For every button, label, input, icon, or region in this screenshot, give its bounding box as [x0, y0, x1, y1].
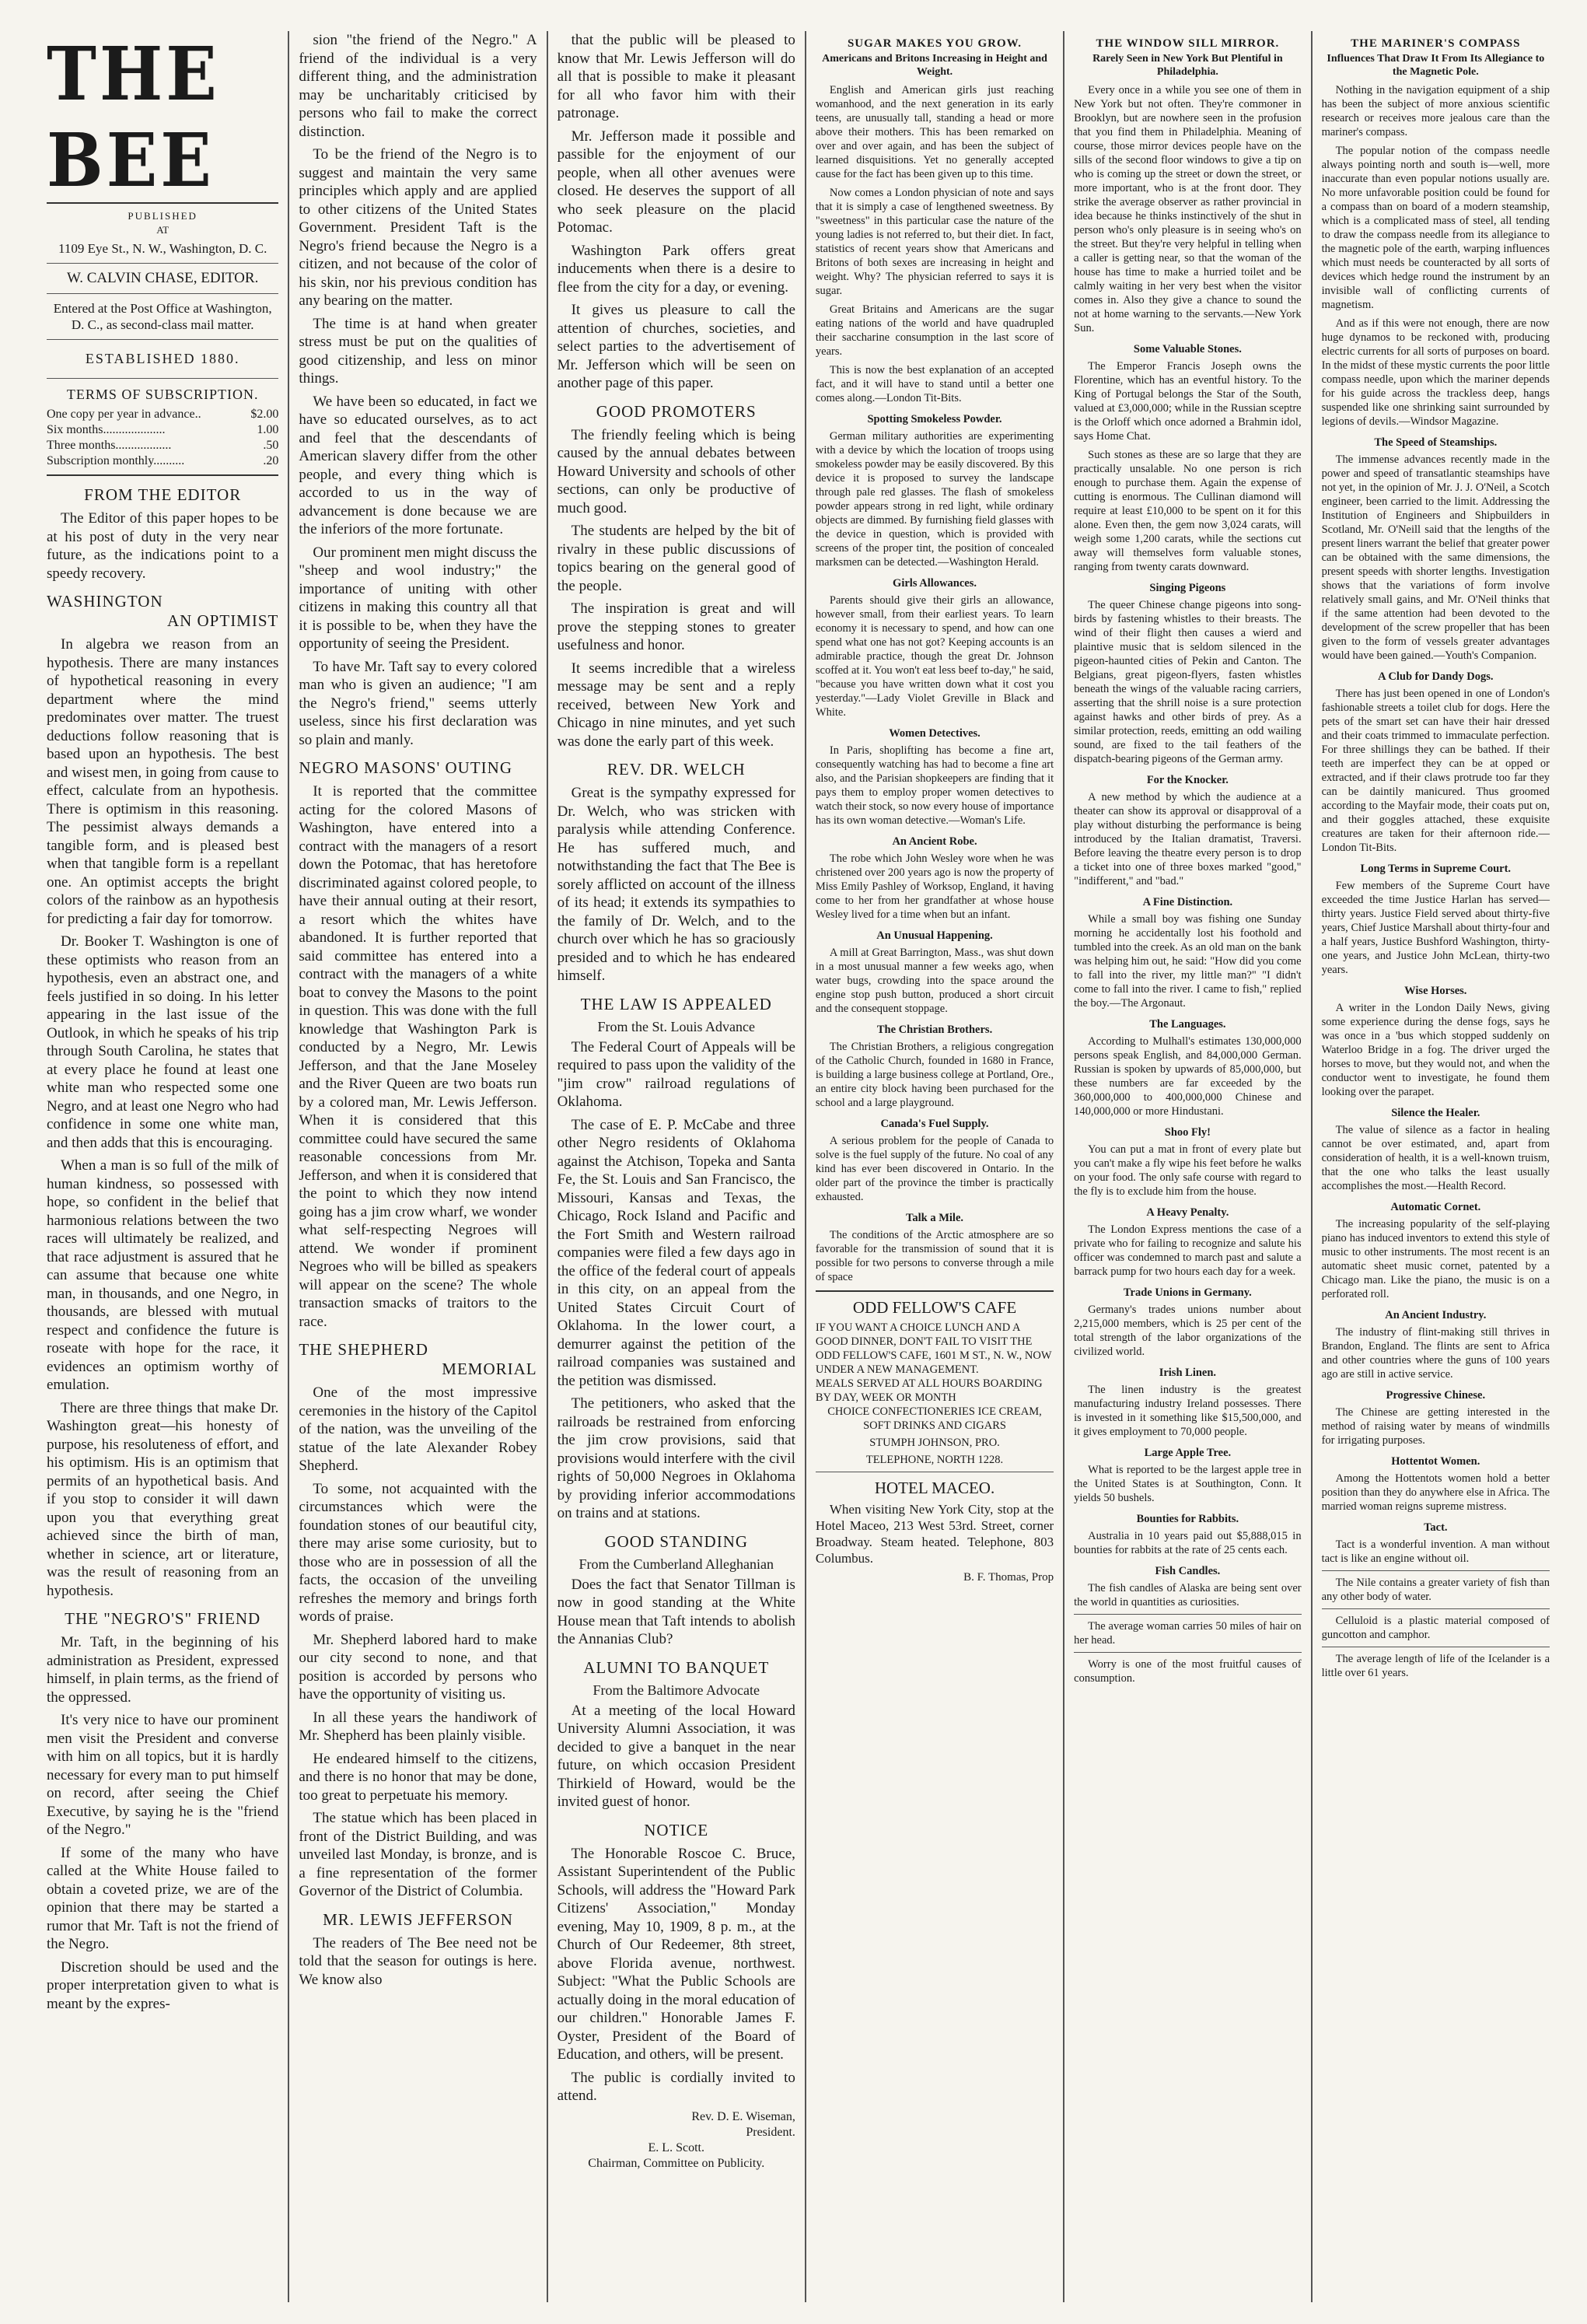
article-paragraph: While a small boy was fishing one Sunday morning he accidentally lost his foothold and tumbled into the creek. As an old man on the bank was helping him out, he said: "How did you come to fall into the river, my little man?" "I didn't come to fall into the river. I came to fish," replied the boy.—The Argonaut. [1074, 913, 1302, 1010]
article-paragraph: To have Mr. Taft say to every colored man who is given an audience; "I am the Negro's friend," seems utterly useless, since his first declaration was so plain and manly. [299, 658, 537, 748]
article-paragraph: that the public will be pleased to know that Mr. Lewis Jefferson will do all that is possible to make it pleasant for all who favor him with their patronage. [557, 32, 795, 121]
penalty-heading: A Heavy Penalty. [1146, 1206, 1229, 1219]
article-paragraph: The statue which has been placed in front of the District Building, and was unveiled last Monday, is bronze, and is a fine representation of the former Governor of the District of Columbia. [299, 1810, 537, 1899]
article-paragraph: In Paris, shoplifting has become a fine art, consequently watching has had to become a fine art also, and the Parisian shopkeepers are finding that it pays them to employ proper women detectives to watch their stock, so now every house of importance has its own woman detective.—Woman's Life. [815, 744, 1054, 827]
article-paragraph: You can put a mat in front of every plate but you can't make a fly wipe his feet before he walks on your food. The only safe course with regard to the fly is to exclude him from the house. [1074, 1143, 1302, 1198]
article-paragraph: The increasing popularity of the self-playing piano has induced inventors to extend this style of music to other instruments. The most recent is an automatic sheet music cornet, patented by a Chicago man. Like the piano, the music is on a perforated roll. [1321, 1218, 1550, 1300]
masthead-title: THE BEE [47, 31, 220, 205]
fuel-heading: Canada's Fuel Supply. [880, 1118, 989, 1130]
article-paragraph: The Emperor Francis Joseph owns the Florentine, which has an eventful history. To the King of Portugal belongs the Star of the South, valued at £3,000,000; while in the Russian sceptre is the Orloff which once adorned a Brahmin idol, says Home Chat. [1074, 360, 1302, 443]
article-paragraph: Now comes a London physician of note and says that it is simply a case of lengthened sweetness. By "sweetness" in this particular case the nature of the young ladies is not referred to, but their diet. In fact, statistics of recent years show that Americans and Britons of both sexes are increasing in height and weight. Why? The physician referred to says it is sugar. [815, 187, 1054, 297]
jefferson-heading: MR. LEWIS JEFFERSON [323, 1909, 513, 1929]
article-paragraph: The students are helped by the bit of rivalry in these public discussions of topics bearing on the general good of the people. [557, 523, 795, 594]
article-subheading: Americans and Britons Increasing in Height and Weight. [822, 53, 1047, 78]
hottentot-heading: Hottentot Women. [1391, 1455, 1480, 1468]
industry-heading: An Ancient Industry. [1385, 1309, 1487, 1321]
article-paragraph: The linen industry is the greatest manufacturing industry Ireland possesses. There is invested in it something like $15,500,000, and it gives employment to 70,000 people. [1074, 1384, 1302, 1438]
optimist-heading: WASHINGTON AN OPTIMIST [47, 592, 279, 630]
cafe-ad-text: CHOICE CONFECTIONERIES ICE CREAM, SOFT DRINKS AND CIGARS [827, 1405, 1042, 1432]
chinese-heading: Progressive Chinese. [1386, 1389, 1486, 1402]
article-paragraph: One of the most impressive ceremonies in the history of the Capitol of the nation, was the unveiling of the statue of the late Alexander Robey Shepherd. [299, 1384, 537, 1474]
article-paragraph: The Christian Brothers, a religious congregation of the Catholic Church, founded in 1680 in France, is building a large business college at Portland, Ore., an entire city block having been purchased for the school and a large playground. [815, 1041, 1054, 1109]
article-paragraph: The friendly feeling which is being caused by the annual debates between Howard University and schools of other sections, can only be productive of much good. [557, 426, 795, 516]
knocker-heading: For the Knocker. [1146, 774, 1229, 786]
promoters-heading: GOOD PROMOTERS [596, 401, 757, 421]
article-paragraph: The readers of The Bee need not be told that the season for outings is here. We know also [299, 1934, 537, 1988]
article-paragraph: There has just been opened in one of London's fashionable streets a toilet club for dogs. Here the pets of the smart set can have their hair dressed and their coats trimmed to immaculate perfection. For three shillings they can be bathed. If their teeth are imperfect they can be at opped or extracted, and if their claws protrude too far they can be daintily manicured. Thus groomed according to the Mayfair mode, their coats put on, and their goggles attached, these exquisite creatures are taken for their afternoon ride.—London Tit-Bits. [1321, 688, 1550, 854]
notice-heading: NOTICE [644, 1820, 709, 1839]
signature-line: Rev. D. E. Wiseman, [691, 2109, 795, 2123]
article-paragraph: A serious problem for the people of Canada to solve is the fuel supply of the future. No coal of any kind has ever been discovered in Ontario. In the older part of the province the timber is practically exhausted. [815, 1135, 1054, 1203]
article-paragraph: The time is at hand when greater stress must be put on the qualities of good citizenship, and less on minor things. [299, 315, 537, 387]
article-paragraph: And as if this were not enough, there are now huge dynamos to be reckoned with, producing electric currents for all sorts of purposes on board. In the midst of these mystic currents the poor little compass needle, upon which the mariner depends for his guide across the trackless deep, hangs suspended like one shrinking saint surrounded by legions of devils.—Windsor Magazine. [1321, 317, 1550, 428]
article-paragraph: Washington Park offers great inducements when there is a desire to flee from the city for a day, or evening. [557, 242, 795, 296]
horses-heading: Wise Horses. [1404, 985, 1467, 997]
article-subheading: Influences That Draw It From Its Allegiance to the Magnetic Pole. [1327, 53, 1545, 78]
article-paragraph: Such stones as these are so large that they are practically unsalable. No one person is rich enough to purchase them. Again the expense of cutting is enormous. The Cullinan diamond will require at least £10,000 to be spent on it for this alone. Even then, the gem now 3,024 carats, will weigh some 1,200 carats, while the sections cut away will themselves form valuable stones, ranging from twenty carats downward. [1074, 449, 1302, 573]
article-paragraph: Mr. Taft, in the beginning of his administration as President, expressed himself, in plain terms, as the friend of the oppressed. [47, 1634, 279, 1706]
article-source: From the St. Louis Advance [597, 1018, 755, 1034]
article-paragraph: The average length of life of the Icelander is a little over 61 years. [1321, 1653, 1550, 1679]
rate-row: One copy per year in advance.. $2.00 [47, 408, 279, 421]
cornet-heading: Automatic Cornet. [1390, 1201, 1481, 1213]
languages-heading: The Languages. [1149, 1018, 1226, 1031]
article-paragraph: To be the friend of the Negro is to suggest and maintain the very same principles which apply and are applied to other citizens of the United States Government. President Taft is the Negro's friend because the Negro is a citizen, and not because of the color of his skin, nor his previous condition has any bearing on the matter. [299, 146, 537, 309]
article-paragraph: Dr. Booker T. Washington is one of these optimists who reason from an hypothesis, even an abstract one, and feels justified in so doing. In his letter appearing in the last issue of the Outlook, in which he speaks of his trip through South Carolina, he states that at every place he found at least one white man who respected some one Negro, and at least one Negro who had confidence in some one white man, and then adds that this is encouraging. [47, 933, 279, 1151]
article-paragraph: The immense advances recently made in the power and speed of transatlantic steamships have not yet, in the opinion of Mr. J. J. O'Neil, a Scotch engineer, been carried to the limit. Addressing the Institution of Engineers and Shipbuilders in Scotland, Mr. O'Neill said that the lengths of the present liners warrant the belief that greater power can be obtained with the same dimensions, the present speeds with shorter lengths. Investigation shows that the variations of form involve relatively small gains, and Mr. O'Neil thinks that if the same attention had been devoted to the development of the screw propeller that has been given to the form of vessels greater advantages would have been gained.—Youth's Companion. [1321, 453, 1550, 662]
powder-heading: Spotting Smokeless Powder. [867, 413, 1002, 425]
established-line: ESTABLISHED 1880. [85, 351, 240, 366]
article-paragraph: Celluloid is a plastic material composed of guncotton and camphor. [1321, 1615, 1550, 1641]
article-paragraph: Does the fact that Senator Tillman is now in good standing at the White House mean that Taft intends to abolish the Annanias Club? [557, 1576, 795, 1647]
signature-line: President. [746, 2125, 795, 2139]
article-paragraph: Few members of the Supreme Court have exceeded the time Justice Harlan has served—thirty years. Justice Field served about thirty-five years, Chief Justice Marshall about thirty-four and a half years, Justice Bushford Washington, thirty-one years, and Justice John McLean, thirty-two years. [1321, 880, 1550, 976]
shepherd-heading: THE SHEPHERD MEMORIAL [299, 1340, 537, 1378]
article-paragraph: Among the Hottentots women hold a better position than they do anywhere else in Africa. The married woman reigns supreme mistress. [1321, 1472, 1550, 1513]
mile-heading: Talk a Mile. [906, 1212, 964, 1224]
editor-line: W. CALVIN CHASE, EDITOR. [67, 270, 259, 286]
brothers-heading: The Christian Brothers. [876, 1024, 993, 1036]
address: 1109 Eye St., N. W., Washington, D. C. [58, 241, 267, 256]
article-paragraph: Every once in a while you see one of them in New York but not often. They're commoner in Brooklyn, but are nowhere seen in the profusion that you find them in Philadelphia. Meaning of course, those mirror devices people have on the sills of the second floor windows to give a tip on who is coming up the street or down the street, or more important, who is at the front door. They strike the average observer as rather provincial in idea because he thinks instinctively of the shut in person who's only pleasure is in seeing who's on the street. But they're very helpful in telling when a caller is getting near, so that the woman of the house has time to make a hurried toilet and be calmly waiting in her very best when the visitor comes in. Also they give a chance to sound the not at home warning to the servants.—New York Sun. [1074, 84, 1302, 334]
signature-line: E. L. Scott. [648, 2140, 704, 2154]
article-paragraph: Tact is a wonderful invention. A man without tact is like an engine without oil. [1321, 1538, 1550, 1565]
alumni-heading: ALUMNI TO BANQUET [583, 1657, 770, 1677]
article-paragraph: Nothing in the navigation equipment of a ship has been the subject of more anxious scientific research or receives more jealous care than the mariner's compass. [1321, 84, 1550, 138]
article-paragraph: A mill at Great Barrington, Mass., was shut down in a most unusual manner a few weeks ago, when water bugs, crowding into the space around the engine stop push button, produced a short circuit and the consequent stoppage. [815, 947, 1054, 1015]
unions-heading: Trade Unions in Germany. [1123, 1286, 1252, 1299]
article-paragraph: Discretion should be used and the proper interpretation given to what is meant by the expres- [47, 1958, 279, 2012]
article-paragraph: If some of the many who have called at the White House failed to obtain a coveted prize, we are of the opinion that there may be started a rumor that Mr. Taft is not the friend of the Negro. [47, 1844, 279, 1952]
article-paragraph: In all these years the handiwork of Mr. Shepherd has been plainly visible. [299, 1709, 537, 1744]
healer-heading: Silence the Healer. [1391, 1107, 1480, 1119]
article-paragraph: Mr. Jefferson made it possible and passible for the enjoyment of our people, when all other avenues were closed. He deserves the support of all who seek pleasure on the placid Potomac. [557, 128, 795, 236]
article-paragraph: The public is cordially invited to attend. [557, 2069, 795, 2104]
entered-notice: Entered at the Post Office at Washington, D. C., as second-class mail matter. [53, 301, 272, 332]
article-paragraph: He endeared himself to the citizens, and there is no honor that may be done, too great to perpetuate his memory. [299, 1750, 537, 1804]
article-paragraph: The industry of flint-making still thrives in Brandon, England. The flints are sent to Africa and other countries where the guns of 100 years ago are still in active service. [1321, 1326, 1550, 1381]
cafe-ad-text: TELEPHONE, NORTH 1228. [865, 1454, 1004, 1466]
friend-heading: THE "NEGRO'S" FRIEND [65, 1609, 261, 1628]
article-paragraph: The robe which John Wesley wore when he was christened over 200 years ago is now the property of Miss Emily Pashley of Worksop, England, it having come to her from her grandfather at whose house Wesley lived for a time when but an infant. [815, 852, 1054, 921]
apple-heading: Large Apple Tree. [1144, 1447, 1232, 1459]
article-subheading: Rarely Seen in New York But Plentiful in Philadelphia. [1092, 53, 1283, 78]
article-paragraph: In algebra we reason from an hypothesis. There are many instances of hypothetical reasoning in every department where the mind predominates over matter. The truest deductions follow reasoning that is based upon an hypothesis. The best and wisest men, in going from cause to effect, calculate from an hypothesis. There is optimism in this reasoning. The pessimist always demands a tangible form, and is pleased best when that tangible form is a repellant one. An optimist accepts the bright colors of the rainbow as an hypothesis for predicting a fair day for tomorrow. [47, 636, 279, 927]
from-editor-heading: FROM THE EDITOR [84, 485, 242, 504]
girls-heading: Girls Allowances. [893, 577, 977, 590]
article-paragraph: The average woman carries 50 miles of hair on her head. [1074, 1620, 1302, 1647]
article-paragraph: When a man is so full of the milk of human kindness, so possessed with hope, so confident in the belief that harmonious relations between the two races will ultimately be realized, and that race adjustment is assured that he can assume that because one white man, in thousands, and one Negro, in thousands, are blessed with mutual respect and confidence the future is roseate with hope for the race, it evidences an optimism worthy of emulation. [47, 1157, 279, 1393]
article-paragraph: The Editor of this paper hopes to be at his post of duty in the very near future, as the indications point to a speedy recovery. [47, 510, 279, 582]
article-paragraph: According to Mulhall's estimates 130,000,000 persons speak English, and 84,000,000 German. Russian is spoken by upwards of 85,000,000, but these numbers are far exceeded by the 360,000,000 to 400,000,000 Chinese and 140,000,000 or more Hindustani. [1074, 1035, 1302, 1118]
article-paragraph: At a meeting of the local Howard University Alumni Association, it was decided to give a banquet in the near future, on which occasion President Thirkield of Howard, would be the invited guest of honor. [557, 1702, 795, 1810]
article-paragraph: Great Britains and Americans are the sugar eating nations of the world and have quadrupled their saccharine consumption in the last score of years. [815, 303, 1054, 358]
court-heading: Long Terms in Supreme Court. [1360, 863, 1512, 875]
fish-heading: Fish Candles. [1155, 1565, 1221, 1577]
article-paragraph: English and American girls just reaching womanhood, and the next generation in its early teens, are unusually tall, standing a head or more above their mothers. This has been remarked on over and over again, and has been the subject of learned disquisitions. Yet no generally accepted cause for the fact has been given up to this time. [815, 84, 1054, 180]
article-paragraph: The conditions of the Arctic atmosphere are so favorable for the transmission of sound that it is possible for two persons to converse through a mile of space [815, 1229, 1054, 1283]
signature-line: Chairman, Committee on Publicity. [588, 2156, 765, 2170]
article-paragraph: The popular notion of the compass needle always pointing north and south is—well, more inaccurate than even popular notions usually are. No more unfavorable position could be found for a compass than on board of a modern steamship, which is a complicated mass of steel, all tending to draw the compass needle from its allegiance to the magnetic pole of the earth, warping influences which must needs be counteracted by all sorts of devices which hedge round the instrument by an invisible wall of conflicting currents of magnetism. [1321, 145, 1550, 311]
rate-row: Three months.................. .50 [47, 439, 279, 452]
fly-heading: Shoo Fly! [1164, 1126, 1211, 1139]
mirror-heading: THE WINDOW SILL MIRROR. [1096, 37, 1280, 50]
column-5 [1063, 31, 1310, 2302]
welch-heading: REV. DR. WELCH [606, 760, 746, 779]
article-paragraph: sion "the friend of the Negro." A friend of the individual is a very different thing, and the administration may be uncharitably criticised by persons who fail to make the correct distinction. [299, 32, 537, 140]
article-paragraph: The Honorable Roscoe C. Bruce, Assistant Superintendent of the Public Schools, will address the "Howard Park Citizens' Association," Monday evening, May 10, 1909, 8 p. m., at the Church of Our Redeemer, 8th street, above Florida avenue, northwest. Subject: "What the Public Schools are actually doing in the moral education of our children." Honorable James F. Oyster, President of the Board of Education, and others, will be present. [557, 1845, 795, 2063]
column-6 [1311, 31, 1559, 2302]
terms-title: TERMS OF SUBSCRIPTION. [66, 387, 259, 402]
maceo-ad-heading: HOTEL MACEO. [874, 1479, 995, 1497]
article-paragraph: To some, not acquainted with the circumstances which were the foundation stones of our beautiful city, there may arise some curiosity, but to those who are in possession of all the facts, the occasion of the unveiling refreshes the memory and brings forth words of praise. [299, 1480, 537, 1625]
article-paragraph: It is reported that the committee acting for the colored Masons of Washington, have entered into a contract with the managers of a resort down the Potomac, that has heretofore discriminated against colored people, to have their annual outing at their resort, a resort which the whites have abandoned. It is further reported that said committee has entered into a contract with the managers of a white boat to convey the Masons to the point in question. This was done with the full knowledge that Washington Park is conducted by a Negro, Mr. Lewis Jefferson, and that the Jane Moseley and the River Queen are two boats run by a colored man, Mr. Lewis Jefferson. When it is considered that this committee could have secured the same reasonable concessions from Mr. Jefferson, and when it is considered that the point to which they now intend going has a jim crow wharf, we wonder what self-respecting Negroes will attend. We wonder if prominent Negroes who will be billed as speakers will appear on the scene? The whole transaction smacks of traitors to the race. [299, 783, 537, 1330]
article-paragraph: We have been so educated, in fact we have so educated ourselves, as to act and feel that the descendants of American slavery differ from the other people, and every thing which is accorded to us in the way of advancement is done because we are the inferiors of the more fortunate. [299, 393, 537, 537]
maceo-ad-text: When visiting New York City, stop at the Hotel Maceo, 213 West 53rd. Street, corner Broadway. Steam heated. Telephone, 803 Columbus. [815, 1502, 1054, 1566]
stones-heading: Some Valuable Stones. [1133, 343, 1242, 355]
published-label: PUBLISHED [128, 210, 198, 222]
article-paragraph: The Nile contains a greater variety of fish than any other body of water. [1321, 1577, 1550, 1603]
article-paragraph: A writer in the London Daily News, giving some experience during the dense fogs, says he was once in a 'bus which stopped suddenly on Waterloo Bridge in a fog. The driver urged the horses to move, but they would not, and when the conductor went to investigate, he found them looking over the parapet. [1321, 1002, 1550, 1098]
article-paragraph: The London Express mentions the case of a private who for failing to recognize and salute his officer was condemned to march past and salute a barrack pump for two hours each day for a week. [1074, 1223, 1302, 1278]
article-paragraph: Great is the sympathy expressed for Dr. Welch, who was stricken with paralysis while attending Conference. He has suffered much, and notwithstanding the fact that The Bee is sorely afflicted on account of the illness of its head; it extends its sympathies to the family of Dr. Welch, and to the church over which he has so graciously presided and to which he has endeared himself. [557, 785, 795, 984]
column-3 [547, 31, 805, 2302]
article-paragraph: The inspiration is great and will prove the stepping stones to greater usefulness and honor. [557, 600, 795, 653]
happening-heading: An Unusual Happening. [876, 929, 993, 942]
cafe-ad-text: IF YOU WANT A CHOICE LUNCH AND A GOOD DINNER, DON'T FAIL TO VISIT THE ODD FELLOW'S CAFE, 1601 M ST., N. W., NOW UNDER A NEW MANAGEMENT. [815, 1321, 1052, 1376]
article-paragraph: Parents should give their girls an allowance, however small, from their earliest years. To learn economy it is necessary to spend, and how can one spend what one has not got? Keeping accounts is an admirable practice, though the great Dr. Johnson scoffed at it. You won't eat less beef to-day," he said, "because you have written down what it cost you yesterday."—Lady Violet Greville in Black and White. [815, 594, 1054, 719]
article-paragraph: This is now the best explanation of an accepted fact, and it will have to stand until a better one comes along.—London Tit-Bits. [815, 364, 1054, 404]
article-paragraph: German military authorities are experimenting with a device by which the location of troops using smokeless powder may be easily discovered. By this device it is proposed to survey the landscape through pale red glasses. The flash of smokeless powder appears strong in red light, while ordinary objects are dimmed. By furnishing field glasses with the device in question, which is provided with screens of the proper tint, the position of concealed marksmen can be detected.—Washington Herald. [815, 430, 1054, 569]
at-label: AT [156, 224, 170, 236]
article-paragraph: Germany's trades unions number about 2,215,000 members, which is 25 per cent of the total strength of the labor organizations of the civilized world. [1074, 1304, 1302, 1358]
article-source: From the Cumberland Alleghanian [579, 1556, 774, 1572]
article-paragraph: Mr. Shepherd labored hard to make our city second to none, and that position is accorded by persons who have the opportunity of visiting us. [299, 1631, 537, 1703]
pigeons-heading: Singing Pigeons [1149, 582, 1226, 594]
article-paragraph: Worry is one of the most fruitful causes of consumption. [1074, 1658, 1302, 1685]
linen-heading: Irish Linen. [1159, 1367, 1217, 1379]
article-paragraph: Australia in 10 years paid out $5,888,015 in bounties for rabbits at the rate of 25 cents each. [1074, 1530, 1302, 1556]
article-paragraph: The queer Chinese change pigeons into song-birds by fastening whistles to their breasts. The wind of their flight then causes a wierd and plaintive music that is seldom silenced in the pigeon-haunted cities of Pekin and Canton. The Belgians, great pigeon-flyers, fasten whistles beneath the wings of the valuable racing carriers, asserting that the shrill noise is a sure protection against hawks and other birds of prey. As a similar protection, reeds, emitting an odd wailing sound, are fixed to the tail feathers of the dispatch-bearing pigeons of the German army. [1074, 599, 1302, 765]
article-paragraph: What is reported to be the largest apple tree in the United States is at Southington, Conn. It yields 50 bushels. [1074, 1464, 1302, 1504]
steamships-heading: The Speed of Steamships. [1374, 436, 1498, 449]
rates-list [47, 408, 278, 468]
article-paragraph: There are three things that make Dr. Washington great—his honesty of purpose, his resoluteness of effort, and his optimism. His is an optimism that permits of an hypothetical basis. And if you stop to consider it will dawn upon you that everything great achieved since the birth of man, whether in science, art or literature, was the result of reasoning from an hypothesis. [47, 1399, 279, 1599]
masons-heading: NEGRO MASONS' OUTING [299, 758, 512, 777]
sugar-heading: SUGAR MAKES YOU GROW. [847, 37, 1022, 50]
tact-heading: Tact. [1424, 1521, 1448, 1534]
article-paragraph: A new method by which the audience at a theater can show its approval or disapproval of a play without disturbing the performance is being introduced by the Italian dramatist, Traversi. Before leaving the theatre every person is to drop a ticket into one of three boxes marked "good," "indifferent," and "bad." [1074, 791, 1302, 887]
rate-row: Subscription monthly.......... .20 [47, 454, 279, 467]
article-paragraph: It gives us pleasure to call the attention of churches, societies, and select parties to the advertisement of Mr. Jefferson which will be seen on another page of this paper. [557, 302, 795, 391]
dogs-heading: A Club for Dandy Dogs. [1378, 670, 1494, 683]
article-paragraph: The case of E. P. McCabe and three other Negro residents of Oklahoma against the Atchison, Topeka and Santa Fe, the St. Louis and San Francisco, the Missouri, Kansas and Texas, the Chicago, Rock Island and Pacific and the Fort Smith and Western railroad companies were filed a few days ago in the office of the federal court of appeals in this city, on an appeal from the United States Circuit Court of Oklahoma. In the lower court, a demurrer against the petition of the railroad companies was sustained and the petition was dismissed. [557, 1116, 795, 1389]
rabbits-heading: Bounties for Rabbits. [1136, 1513, 1239, 1525]
detectives-heading: Women Detectives. [889, 727, 981, 740]
standing-heading: GOOD STANDING [604, 1531, 749, 1551]
article-paragraph: It's very nice to have our prominent men visit the President and converse with him on all topics, but it is hardly necessary for every man to put himself on record, after seeing the Chief Executive, by saying he is the "friend of the Negro." [47, 1712, 279, 1838]
signature-line: B. F. Thomas, Prop [963, 1571, 1054, 1584]
article-source: From the Baltimore Advocate [593, 1682, 760, 1698]
cafe-ad-heading: ODD FELLOW'S CAFE [852, 1298, 1017, 1317]
column-1 [37, 31, 288, 2302]
rate-row: Six months.................... 1.00 [47, 423, 279, 436]
article-paragraph: Our prominent men might discuss the "sheep and wool industry;" the importance of uniting with other citizens in making this country all that it is possible to be, when they have the opportunity of seeing the President. [299, 544, 537, 652]
distinction-heading: A Fine Distinction. [1142, 896, 1233, 908]
column-4 [805, 31, 1063, 2302]
compass-heading: THE MARINER'S COMPASS [1351, 37, 1521, 50]
article-paragraph: The Federal Court of Appeals will be required to pass upon the validity of the "jim crow" railroad regulations of Oklahoma. [557, 1038, 795, 1110]
article-paragraph: The value of silence as a factor in healing cannot be over estimated, and, apart from consideration of health, it is a well-known truism, that the one who talks the least usually accomplishes the most.—Health Record. [1321, 1124, 1550, 1192]
article-paragraph: It seems incredible that a wireless message may be sent and a reply received, between New York and Chicago in nine minutes, and yet such was done the early part of this week. [557, 660, 795, 750]
article-paragraph: The fish candles of Alaska are being sent over the world in quantities as curiosities. [1074, 1582, 1302, 1608]
law-heading: THE LAW IS APPEALED [580, 994, 772, 1013]
cafe-ad-text: STUMPH JOHNSON, PRO. [869, 1437, 1000, 1449]
article-paragraph: The petitioners, who asked that the railroads be restrained from enforcing the jim crow provisions, said that provisions would interfere with the civil rights of 50,000 Negroes in Oklahoma by providing inferior accommodations on trains and at stations. [557, 1395, 795, 1521]
column-2 [288, 31, 546, 2302]
cafe-ad-text: MEALS SERVED AT ALL HOURS BOARDING BY DAY, WEEK OR MONTH [815, 1377, 1043, 1404]
article-paragraph: The Chinese are getting interested in the method of raising water by means of windmills for irrigating purposes. [1321, 1406, 1550, 1447]
robe-heading: An Ancient Robe. [892, 835, 977, 848]
